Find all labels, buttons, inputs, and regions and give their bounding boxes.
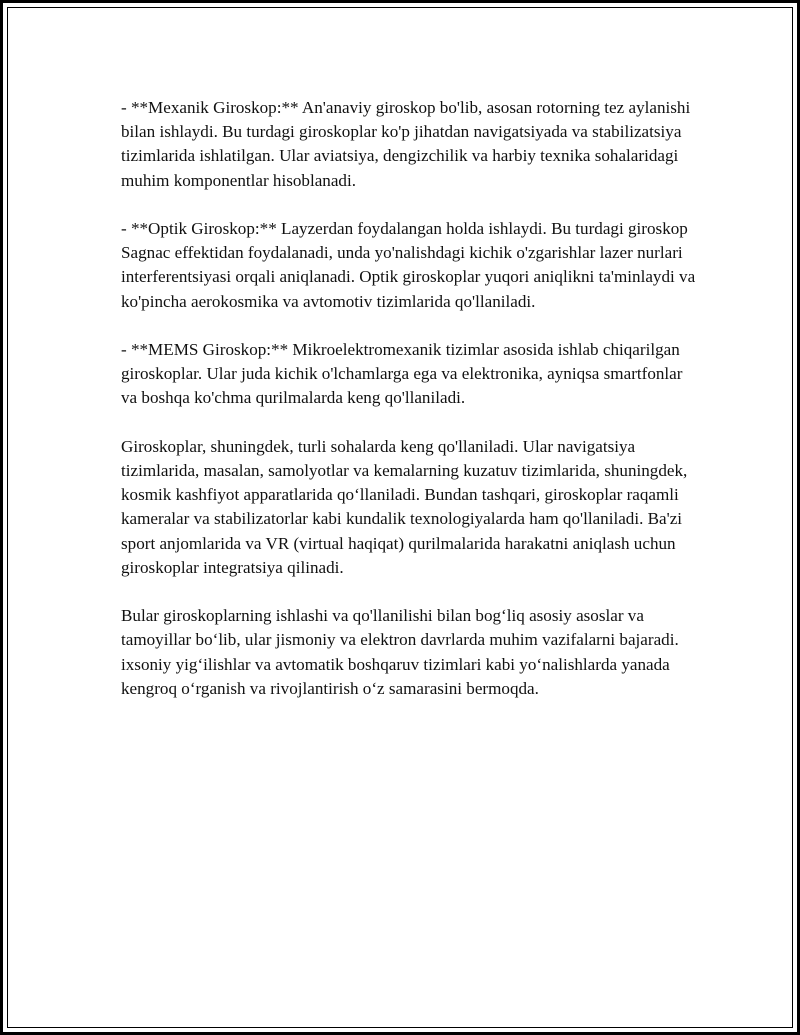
paragraph-mems-gyroscope: - **MEMS Giroskop:** Mikroelektromexanik tizimlar asosida ishlab chiqarilgan giroskoplar. Ular juda kichik o'lchamlarga ega va elektronika, ayniqsa smartfonlar va boshqa ko'chma qurilmalarda keng qo'llaniladi. (121, 340, 683, 408)
paragraph-mechanical-gyroscope: - **Mexanik Giroskop:** An'anaviy giroskop bo'lib, asosan rotorning tez aylanishi bilan ishlaydi. Bu turdagi giroskoplar ko'p jihatdan navigatsiyada va stabilizatsiya tizimlarida ishlatilgan. Ular aviatsiya, dengizchilik va harbiy texnika sohalaridagi muhim komponentlar hisoblanadi. (121, 98, 691, 190)
paragraph-optical-gyroscope: - **Optik Giroskop:** Layzerdan foydalangan holda ishlaydi. Bu turdagi giroskop Sagnac effektidan foydalanadi, unda yo'nalishdagi kichik o'zgarishlar lazer nurlari interferentsiyasi orqali aniqlanadi. Optik giroskoplar yuqori aniqlikni ta'minlaydi va ko'pincha aerokosmika va avtomotiv tizimlarida qo'llaniladi. (121, 219, 696, 311)
paragraph-applications: Giroskoplar, shuningdek, turli sohalarda keng qo'llaniladi. Ular navigatsiya tizimlarida, masalan, samolyotlar va kemalarning kuzatuv tizimlarida, shuningdek, kosmik kashfiyot apparatlarida qo‘llaniladi. Bundan tashqari, giroskoplar raqamli kameralar va stabilizatorlar kabi kundalik texnologiyalarda ham qo'llaniladi. Ba'zi sport anjomlarida va VR (virtual haqiqat) qurilmalarida harakatni aniqlash uchun giroskoplar integratsiya qilinadi. (121, 436, 688, 577)
paragraph-conclusion: Bular giroskoplarning ishlashi va qo'llanilishi bilan bog‘liq asosiy asoslar va tamoyillar bo‘lib, ular jismoniy va elektron davrlarda muhim vazifalarni bajaradi. ixsoniy yig‘ilishlar va avtomatik boshqaruv tizimlari kabi yo‘nalishlarda yanada kengroq o‘rganish va rivojlantirish o‘z samarasini bermoqda. (121, 606, 679, 698)
document-body (121, 96, 701, 725)
